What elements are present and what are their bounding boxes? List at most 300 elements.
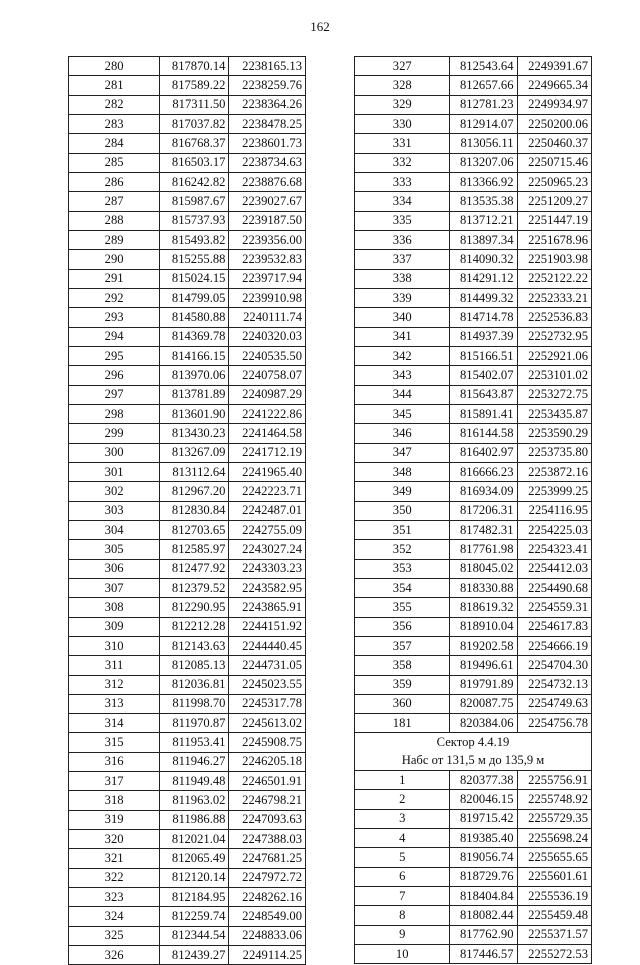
point-number-cell: 305 [69,540,160,559]
x-coordinate-cell: 816503.17 [160,153,229,172]
x-coordinate-cell: 818619.32 [450,598,517,617]
point-number-cell: 5 [355,848,450,867]
point-number-cell: 304 [69,520,160,539]
x-coordinate-cell: 816666.23 [450,462,517,481]
point-number-cell: 352 [355,540,450,559]
x-coordinate-cell: 815024.15 [160,269,229,288]
x-coordinate-cell: 820377.38 [450,771,517,790]
point-number-cell: 310 [69,636,160,655]
x-coordinate-cell: 817870.14 [160,57,229,76]
x-coordinate-cell: 811963.02 [160,791,229,810]
y-coordinate-cell: 2249114.25 [229,946,306,965]
x-coordinate-cell: 813535.38 [450,192,517,211]
point-number-cell: 317 [69,772,160,791]
point-number-cell: 10 [355,945,450,964]
x-coordinate-cell: 814714.78 [450,308,517,327]
point-number-cell: 4 [355,829,450,848]
y-coordinate-cell: 2249665.34 [517,76,591,95]
y-coordinate-cell: 2249391.67 [517,57,591,76]
point-number-cell: 6 [355,867,450,886]
table-row [69,404,306,423]
x-coordinate-cell: 815987.67 [160,192,229,211]
point-number-cell: 285 [69,153,160,172]
table-row [69,656,306,675]
y-coordinate-cell: 2250200.06 [517,114,591,133]
y-coordinate-cell: 2242755.09 [229,520,306,539]
x-coordinate-cell: 812120.14 [160,868,229,887]
x-coordinate-cell: 817762.90 [450,925,517,944]
table-row [355,114,592,133]
x-coordinate-cell: 811946.27 [160,752,229,771]
y-coordinate-cell: 2255729.35 [517,809,591,828]
table-row [69,520,306,539]
y-coordinate-cell: 2255756.91 [517,771,591,790]
point-number-cell: 327 [355,57,450,76]
table-row [69,559,306,578]
point-number-cell: 287 [69,192,160,211]
x-coordinate-cell: 815402.07 [450,366,517,385]
point-number-cell: 2 [355,790,450,809]
table-row [355,559,592,578]
table-row [355,771,592,790]
y-coordinate-cell: 2239910.98 [229,288,306,307]
table-row [355,848,592,867]
y-coordinate-cell: 2253590.29 [517,424,591,443]
x-coordinate-cell: 820384.06 [450,714,517,733]
table-row [355,714,592,733]
x-coordinate-cell: 814090.32 [450,250,517,269]
table-row [69,95,306,114]
table-row [69,868,306,887]
table-row [69,385,306,404]
table-row [69,714,306,733]
table-row [355,288,592,307]
sector-title-row [355,733,592,752]
point-number-cell: 326 [69,946,160,965]
x-coordinate-cell: 819385.40 [450,829,517,848]
point-number-cell: 359 [355,675,450,694]
table-row [355,482,592,501]
table-row [69,540,306,559]
x-coordinate-cell: 812967.20 [160,482,229,501]
x-coordinate-cell: 816144.58 [450,424,517,443]
point-number-cell: 318 [69,791,160,810]
y-coordinate-cell: 2242487.01 [229,501,306,520]
x-coordinate-cell: 812184.95 [160,888,229,907]
y-coordinate-cell: 2254559.31 [517,598,591,617]
y-coordinate-cell: 2255655.65 [517,848,591,867]
x-coordinate-cell: 812021.04 [160,830,229,849]
sector-subtitle: Набс от 131,5 м до 135,9 м [355,752,592,771]
point-number-cell: 339 [355,288,450,307]
x-coordinate-cell: 814291.12 [450,269,517,288]
y-coordinate-cell: 2254412.03 [517,559,591,578]
y-coordinate-cell: 2247388.03 [229,830,306,849]
table-row [69,907,306,926]
point-number-cell: 360 [355,694,450,713]
y-coordinate-cell: 2238259.76 [229,76,306,95]
y-coordinate-cell: 2239717.94 [229,269,306,288]
x-coordinate-cell: 820087.75 [450,694,517,713]
table-row [355,230,592,249]
table-row [355,925,592,944]
page-number: 162 [310,19,330,34]
table-row [355,172,592,191]
y-coordinate-cell: 2238734.63 [229,153,306,172]
y-coordinate-cell: 2247972.72 [229,868,306,887]
y-coordinate-cell: 2245908.75 [229,733,306,752]
y-coordinate-cell: 2254617.83 [517,617,591,636]
point-number-cell: 333 [355,172,450,191]
x-coordinate-cell: 816402.97 [450,443,517,462]
table-row [69,598,306,617]
y-coordinate-cell: 2250715.46 [517,153,591,172]
x-coordinate-cell: 811949.48 [160,772,229,791]
x-coordinate-cell: 819715.42 [450,809,517,828]
point-number-cell: 338 [355,269,450,288]
point-number-cell: 295 [69,346,160,365]
point-number-cell: 344 [355,385,450,404]
y-coordinate-cell: 2241464.58 [229,424,306,443]
table-row [355,134,592,153]
point-number-cell: 356 [355,617,450,636]
x-coordinate-cell: 818082.44 [450,906,517,925]
table-row [355,153,592,172]
table-row [69,230,306,249]
point-number-cell: 298 [69,404,160,423]
table-row [355,540,592,559]
point-number-cell: 300 [69,443,160,462]
y-coordinate-cell: 2245613.02 [229,714,306,733]
x-coordinate-cell: 817761.98 [450,540,517,559]
point-number-cell: 309 [69,617,160,636]
x-coordinate-cell: 819496.61 [450,656,517,675]
y-coordinate-cell: 2253872.16 [517,462,591,481]
point-number-cell: 319 [69,810,160,829]
table-row [355,462,592,481]
x-coordinate-cell: 817037.82 [160,114,229,133]
y-coordinate-cell: 2252122.22 [517,269,591,288]
x-coordinate-cell: 817311.50 [160,95,229,114]
x-coordinate-cell: 812830.84 [160,501,229,520]
y-coordinate-cell: 2252732.95 [517,327,591,346]
y-coordinate-cell: 2244440.45 [229,636,306,655]
y-coordinate-cell: 2251903.98 [517,250,591,269]
point-number-cell: 293 [69,308,160,327]
x-coordinate-cell: 813430.23 [160,424,229,443]
table-row [355,945,592,964]
table-row [69,76,306,95]
table-row [69,752,306,771]
table-row [355,250,592,269]
point-number-cell: 280 [69,57,160,76]
point-number-cell: 341 [355,327,450,346]
x-coordinate-cell: 815737.93 [160,211,229,230]
table-row [69,772,306,791]
table-row [69,694,306,713]
table-row [355,790,592,809]
point-number-cell: 343 [355,366,450,385]
point-number-cell: 281 [69,76,160,95]
y-coordinate-cell: 2251678.96 [517,230,591,249]
table-row [69,462,306,481]
x-coordinate-cell: 813207.06 [450,153,517,172]
x-coordinate-cell: 818404.84 [450,887,517,906]
x-coordinate-cell: 818045.02 [450,559,517,578]
y-coordinate-cell: 2254323.41 [517,540,591,559]
x-coordinate-cell: 816768.37 [160,134,229,153]
y-coordinate-cell: 2242223.71 [229,482,306,501]
point-number-cell: 301 [69,462,160,481]
point-number-cell: 9 [355,925,450,944]
table-row [69,114,306,133]
point-number-cell: 8 [355,906,450,925]
y-coordinate-cell: 2243303.23 [229,559,306,578]
y-coordinate-cell: 2255272.53 [517,945,591,964]
point-number-cell: 329 [355,95,450,114]
table-row [69,57,306,76]
point-number-cell: 331 [355,134,450,153]
y-coordinate-cell: 2239532.83 [229,250,306,269]
table-row [69,308,306,327]
x-coordinate-cell: 814580.88 [160,308,229,327]
sector-title: Сектор 4.4.19 [355,733,592,752]
table-row [69,172,306,191]
point-number-cell: 346 [355,424,450,443]
x-coordinate-cell: 811970.87 [160,714,229,733]
table-row [69,791,306,810]
point-number-cell: 1 [355,771,450,790]
table-row [69,211,306,230]
x-coordinate-cell: 813712.21 [450,211,517,230]
point-number-cell: 324 [69,907,160,926]
table-row [355,906,592,925]
x-coordinate-cell: 813112.64 [160,462,229,481]
table-row [69,926,306,945]
point-number-cell: 358 [355,656,450,675]
y-coordinate-cell: 2254756.78 [517,714,591,733]
table-row [355,366,592,385]
point-number-cell: 312 [69,675,160,694]
x-coordinate-cell: 813601.90 [160,404,229,423]
y-coordinate-cell: 2243582.95 [229,578,306,597]
x-coordinate-cell: 815255.88 [160,250,229,269]
y-coordinate-cell: 2246205.18 [229,752,306,771]
y-coordinate-cell: 2239187.50 [229,211,306,230]
point-number-cell: 314 [69,714,160,733]
x-coordinate-cell: 814166.15 [160,346,229,365]
table-row [69,501,306,520]
point-number-cell: 325 [69,926,160,945]
point-number-cell: 354 [355,578,450,597]
table-row [355,809,592,828]
y-coordinate-cell: 2244151.92 [229,617,306,636]
point-number-cell: 332 [355,153,450,172]
point-number-cell: 302 [69,482,160,501]
y-coordinate-cell: 2252536.83 [517,308,591,327]
y-coordinate-cell: 2240320.03 [229,327,306,346]
y-coordinate-cell: 2245317.78 [229,694,306,713]
y-coordinate-cell: 2240111.74 [229,308,306,327]
point-number-cell: 3 [355,809,450,828]
y-coordinate-cell: 2244731.05 [229,656,306,675]
table-row [355,694,592,713]
y-coordinate-cell: 2241965.40 [229,462,306,481]
x-coordinate-cell: 812379.52 [160,578,229,597]
point-number-cell: 334 [355,192,450,211]
y-coordinate-cell: 2254732.13 [517,675,591,694]
y-coordinate-cell: 2253101.02 [517,366,591,385]
x-coordinate-cell: 812065.49 [160,849,229,868]
x-coordinate-cell: 812290.95 [160,598,229,617]
y-coordinate-cell: 2249934.97 [517,95,591,114]
y-coordinate-cell: 2246501.91 [229,772,306,791]
y-coordinate-cell: 2240758.07 [229,366,306,385]
point-number-cell: 335 [355,211,450,230]
point-number-cell: 307 [69,578,160,597]
y-coordinate-cell: 2240535.50 [229,346,306,365]
y-coordinate-cell: 2248833.06 [229,926,306,945]
table-row [355,598,592,617]
x-coordinate-cell: 813366.92 [450,172,517,191]
table-row [69,636,306,655]
y-coordinate-cell: 2245023.55 [229,675,306,694]
x-coordinate-cell: 817446.57 [450,945,517,964]
x-coordinate-cell: 812344.54 [160,926,229,945]
table-row [355,346,592,365]
point-number-cell: 303 [69,501,160,520]
table-row [355,675,592,694]
y-coordinate-cell: 2238601.73 [229,134,306,153]
point-number-cell: 345 [355,404,450,423]
table-row [355,269,592,288]
y-coordinate-cell: 2251447.19 [517,211,591,230]
x-coordinate-cell: 812585.97 [160,540,229,559]
table-row [355,76,592,95]
y-coordinate-cell: 2253435.87 [517,404,591,423]
y-coordinate-cell: 2252333.21 [517,288,591,307]
point-number-cell: 283 [69,114,160,133]
point-number-cell: 353 [355,559,450,578]
point-number-cell: 342 [355,346,450,365]
y-coordinate-cell: 2247093.63 [229,810,306,829]
y-coordinate-cell: 2239356.00 [229,230,306,249]
x-coordinate-cell: 818910.04 [450,617,517,636]
x-coordinate-cell: 818729.76 [450,867,517,886]
table-row [355,520,592,539]
x-coordinate-cell: 816242.82 [160,172,229,191]
x-coordinate-cell: 817589.22 [160,76,229,95]
table-row [355,617,592,636]
point-number-cell: 350 [355,501,450,520]
x-coordinate-cell: 820046.15 [450,790,517,809]
y-coordinate-cell: 2238876.68 [229,172,306,191]
table-row [355,308,592,327]
y-coordinate-cell: 2253735.80 [517,443,591,462]
table-row [355,57,592,76]
x-coordinate-cell: 811953.41 [160,733,229,752]
point-number-cell: 337 [355,250,450,269]
table-row [69,366,306,385]
point-number-cell: 294 [69,327,160,346]
table-row [355,192,592,211]
x-coordinate-cell: 813056.11 [450,134,517,153]
y-coordinate-cell: 2253272.75 [517,385,591,404]
point-number-cell: 291 [69,269,160,288]
x-coordinate-cell: 814799.05 [160,288,229,307]
table-row [69,733,306,752]
point-number-cell: 347 [355,443,450,462]
point-number-cell: 297 [69,385,160,404]
point-number-cell: 316 [69,752,160,771]
table-row [69,269,306,288]
sector-subtitle-row [355,752,592,771]
y-coordinate-cell: 2250965.23 [517,172,591,191]
y-coordinate-cell: 2254666.19 [517,636,591,655]
table-row [355,636,592,655]
table-row [355,443,592,462]
table-row [355,501,592,520]
table-row [69,810,306,829]
x-coordinate-cell: 814937.39 [450,327,517,346]
y-coordinate-cell: 2255536.19 [517,887,591,906]
x-coordinate-cell: 817482.31 [450,520,517,539]
x-coordinate-cell: 818330.88 [450,578,517,597]
table-row [355,829,592,848]
x-coordinate-cell: 812143.63 [160,636,229,655]
point-number-cell: 351 [355,520,450,539]
table-row [69,888,306,907]
y-coordinate-cell: 2243865.91 [229,598,306,617]
point-number-cell: 313 [69,694,160,713]
point-number-cell: 336 [355,230,450,249]
table-row [355,95,592,114]
table-row [69,830,306,849]
point-number-cell: 286 [69,172,160,191]
x-coordinate-cell: 813897.34 [450,230,517,249]
x-coordinate-cell: 813781.89 [160,385,229,404]
x-coordinate-cell: 815493.82 [160,230,229,249]
point-number-cell: 306 [69,559,160,578]
y-coordinate-cell: 2251209.27 [517,192,591,211]
x-coordinate-cell: 812703.65 [160,520,229,539]
y-coordinate-cell: 2240987.29 [229,385,306,404]
x-coordinate-cell: 814499.32 [450,288,517,307]
x-coordinate-cell: 819202.58 [450,636,517,655]
x-coordinate-cell: 816934.09 [450,482,517,501]
point-number-cell: 320 [69,830,160,849]
x-coordinate-cell: 815891.41 [450,404,517,423]
table-row [69,346,306,365]
y-coordinate-cell: 2253999.25 [517,482,591,501]
table-row [355,578,592,597]
x-coordinate-cell: 815643.87 [450,385,517,404]
x-coordinate-cell: 812543.64 [450,57,517,76]
x-coordinate-cell: 812212.28 [160,617,229,636]
y-coordinate-cell: 2254749.63 [517,694,591,713]
x-coordinate-cell: 812477.92 [160,559,229,578]
table-row [355,211,592,230]
point-number-cell: 292 [69,288,160,307]
table-row [69,424,306,443]
point-number-cell: 330 [355,114,450,133]
table-row [69,443,306,462]
y-coordinate-cell: 2247681.25 [229,849,306,868]
point-number-cell: 323 [69,888,160,907]
table-row [69,946,306,965]
y-coordinate-cell: 2238364.26 [229,95,306,114]
table-row [69,327,306,346]
